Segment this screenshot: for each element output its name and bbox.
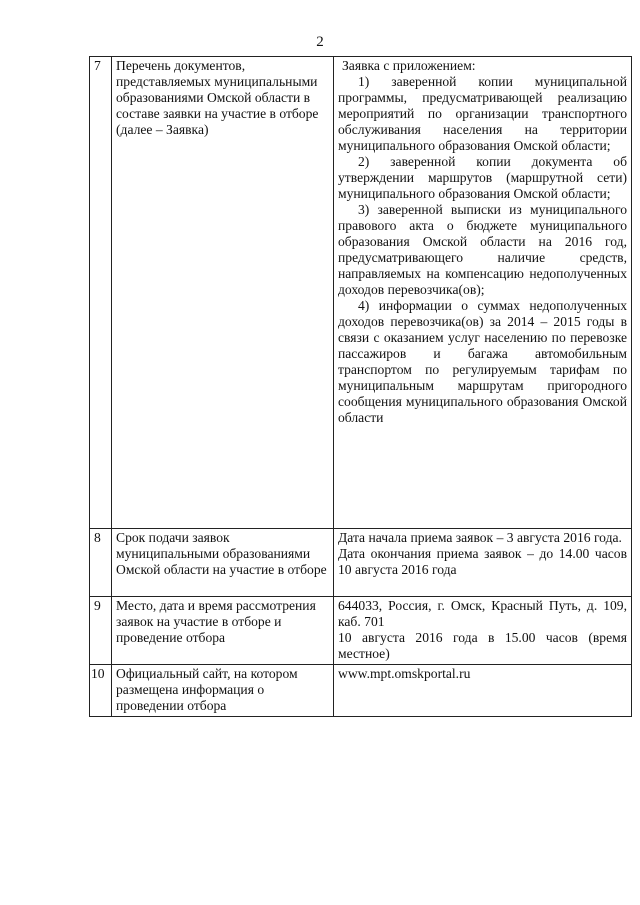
row-value bbox=[334, 597, 632, 665]
value-line: 644033, Россия, г. Омск, Красный Путь, д. 109, каб. 701 bbox=[338, 598, 627, 629]
requirements-table bbox=[89, 56, 632, 717]
table-row bbox=[90, 529, 632, 597]
row-value bbox=[334, 665, 632, 717]
row-label: Перечень документов, представляемых муниципальными образованиями Омской области в составе заявки на участие в отборе (далее – Заявка) bbox=[112, 57, 334, 529]
row-number: 7 bbox=[90, 57, 112, 529]
table-row bbox=[90, 597, 632, 665]
value-line: Дата начала приема заявок – 3 августа 2016 года. bbox=[338, 530, 622, 545]
row-label: Место, дата и время рассмотрения заявок на участие в отборе и проведение отбора bbox=[112, 597, 334, 665]
application-heading: Заявка с приложением: bbox=[342, 58, 476, 73]
table-row bbox=[90, 665, 632, 717]
list-item: 2) заверенной копии документа об утверждении маршрутов (маршрутной сети) муниципального образования Омской области; bbox=[338, 154, 627, 201]
website-link[interactable]: www.mpt.omskportal.ru bbox=[338, 666, 471, 681]
row-value bbox=[334, 529, 632, 597]
list-item: 3) заверенной выписки из муниципального правового акта о бюджете муниципального образования Омской области на 2016 год, предусматривающего наличие средств, направляемых на компенсацию недополученных доходов перевозчика(ов); bbox=[338, 202, 627, 297]
table-row bbox=[90, 57, 632, 529]
page-number: 2 bbox=[316, 34, 324, 50]
row-number: 9 bbox=[90, 597, 112, 665]
list-item: 1) заверенной копии муниципальной программы, предусматривающей реализацию мероприятий по организации транспортного обслуживания населения на территории муниципального образования Омской области; bbox=[338, 74, 627, 153]
row-number: 8 bbox=[90, 529, 112, 597]
value-line: 10 августа 2016 года в 15.00 часов (время местное) bbox=[338, 630, 627, 661]
list-item: 4) информации о суммах недополученных доходов перевозчика(ов) за 2014 – 2015 годы в связи с оказанием услуг населению по перевозке пассажиров и багажа автомобильным транспортом по регулируемым тарифам по муниципальным маршрутам пригородного сообщения муниципального образования Омской области bbox=[338, 298, 627, 425]
row-label: Срок подачи заявок муниципальными образованиями Омской области на участие в отборе bbox=[112, 529, 334, 597]
row-value bbox=[334, 57, 632, 529]
value-line: Дата окончания приема заявок – до 14.00 часов 10 августа 2016 года bbox=[338, 546, 627, 577]
row-number: 10 bbox=[90, 665, 112, 717]
row-label: Официальный сайт, на котором размещена информация о проведении отбора bbox=[112, 665, 334, 717]
